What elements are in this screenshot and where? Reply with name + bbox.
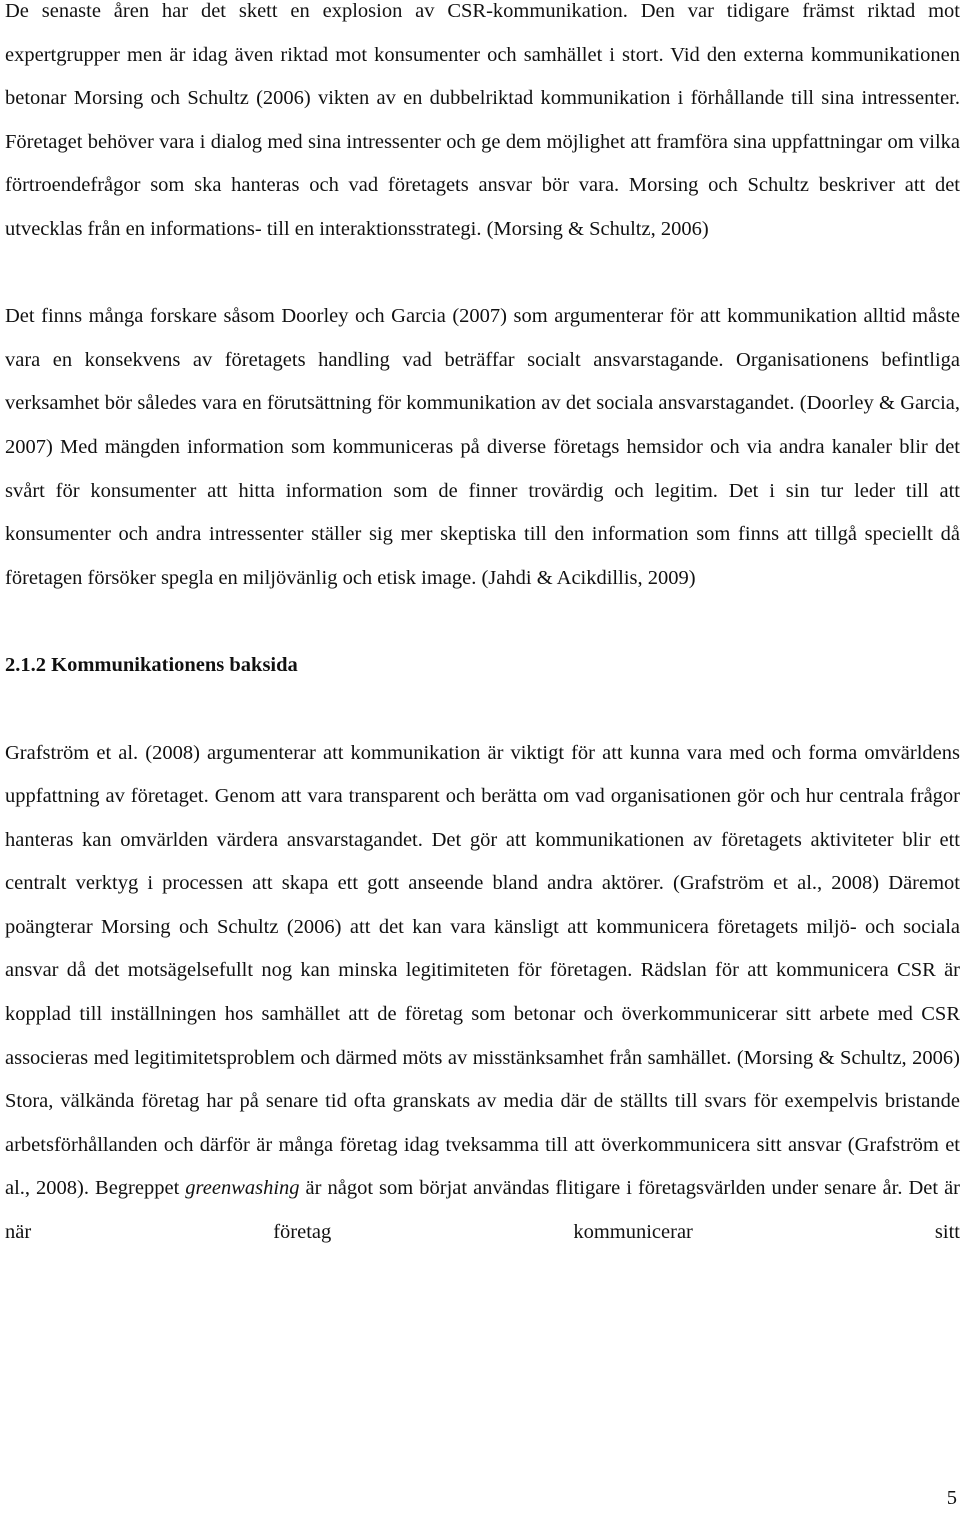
- paragraph-communication-consequence: Det finns många forskare såsom Doorley och Garcia (2007) som argumenterar för att kommunikation alltid måste vara en konsekvens av företagets handling vad beträffar socialt ansvarstagande. Organisationens befintliga verksamhet bör således vara en förutsättning för kommunikation av det sociala ansvarstagandet. (Doorley & Garcia, 2007) Med mängden information som kommuniceras på diverse företags hemsidor och via andra kanaler blir det svårt för konsumenter att hitta information som de finner trovärdig och legitim. Det i sin tur leder till att konsumenter och andra intressenter ställer sig mer skeptiska till den information som finns att tillgå speciellt då företagen försöker spegla en miljövänlig och etisk image. (Jahdi & Acikdillis, 2009): [5, 305, 960, 589]
- paragraph-text-part: är något som börjat användas flitigare i företagsvärlden under senare år. Det är när företag kommunicerar sitt: [5, 1177, 960, 1244]
- section-heading: 2.1.2 Kommunikationens baksida: [5, 654, 298, 677]
- paragraph-communication-downside: [5, 732, 960, 1255]
- paragraph-csr-communication: De senaste åren har det skett en explosion av CSR-kommunikation. Den var tidigare främst riktad mot expertgrupper men är idag även riktad mot konsumenter och samhället i stort. Vid den externa kommunikationen betonar Morsing och Schultz (2006) vikten av en dubbelriktad kommunikation i förhållande till sina intressenter. Företaget behöver vara i dialog med sina intressenter och ge dem möjlighet att framföra sina uppfattningar om vilka förtroendefrågor som ska hanteras och vad företagets ansvar bör vara. Morsing och Schultz beskriver att det utvecklas från en informations- till en interaktionsstrategi. (Morsing & Schultz, 2006): [5, 0, 960, 240]
- page-number: 5: [946, 1487, 957, 1509]
- paragraph-text-part: Grafström et al. (2008) argumenterar att kommunikation är viktigt för att kunna vara med och forma omvärldens uppfattning av företaget. Genom att vara transparent och berätta om vad organisationen gör och hur centrala frågor hanteras kan omvärlden värdera ansvarstagandet. Det gör att kommunikationen av företagets aktiviteter blir ett centralt verktyg i processen att skapa ett gott anseende bland andra aktörer. (Grafström et al., 2008) Däremot poängterar Morsing och Schultz (2006) att det kan vara känsligt att kommunicera företagets miljö- och sociala ansvar då det motsägelsefullt nog kan minska legitimiteten för företagen. Rädslan för att kommunicera CSR är kopplad till inställningen hos samhället att de företag som betonar och överkommunicerar sitt arbete med CSR associeras med legitimitetsproblem och därmed möts av misstänksamhet från samhället. (Morsing & Schultz, 2006) Stora, välkända företag har på senare tid ofta granskats av media där de ställts till svars för exempelvis bristande arbetsförhållanden och därför är många företag idag tveksamma till att överkommunicera sitt ansvar (Grafström et al., 2008). Begreppet: [5, 741, 960, 1200]
- document-page: [5, 0, 960, 1255]
- italic-term-greenwashing: greenwashing: [185, 1177, 300, 1200]
